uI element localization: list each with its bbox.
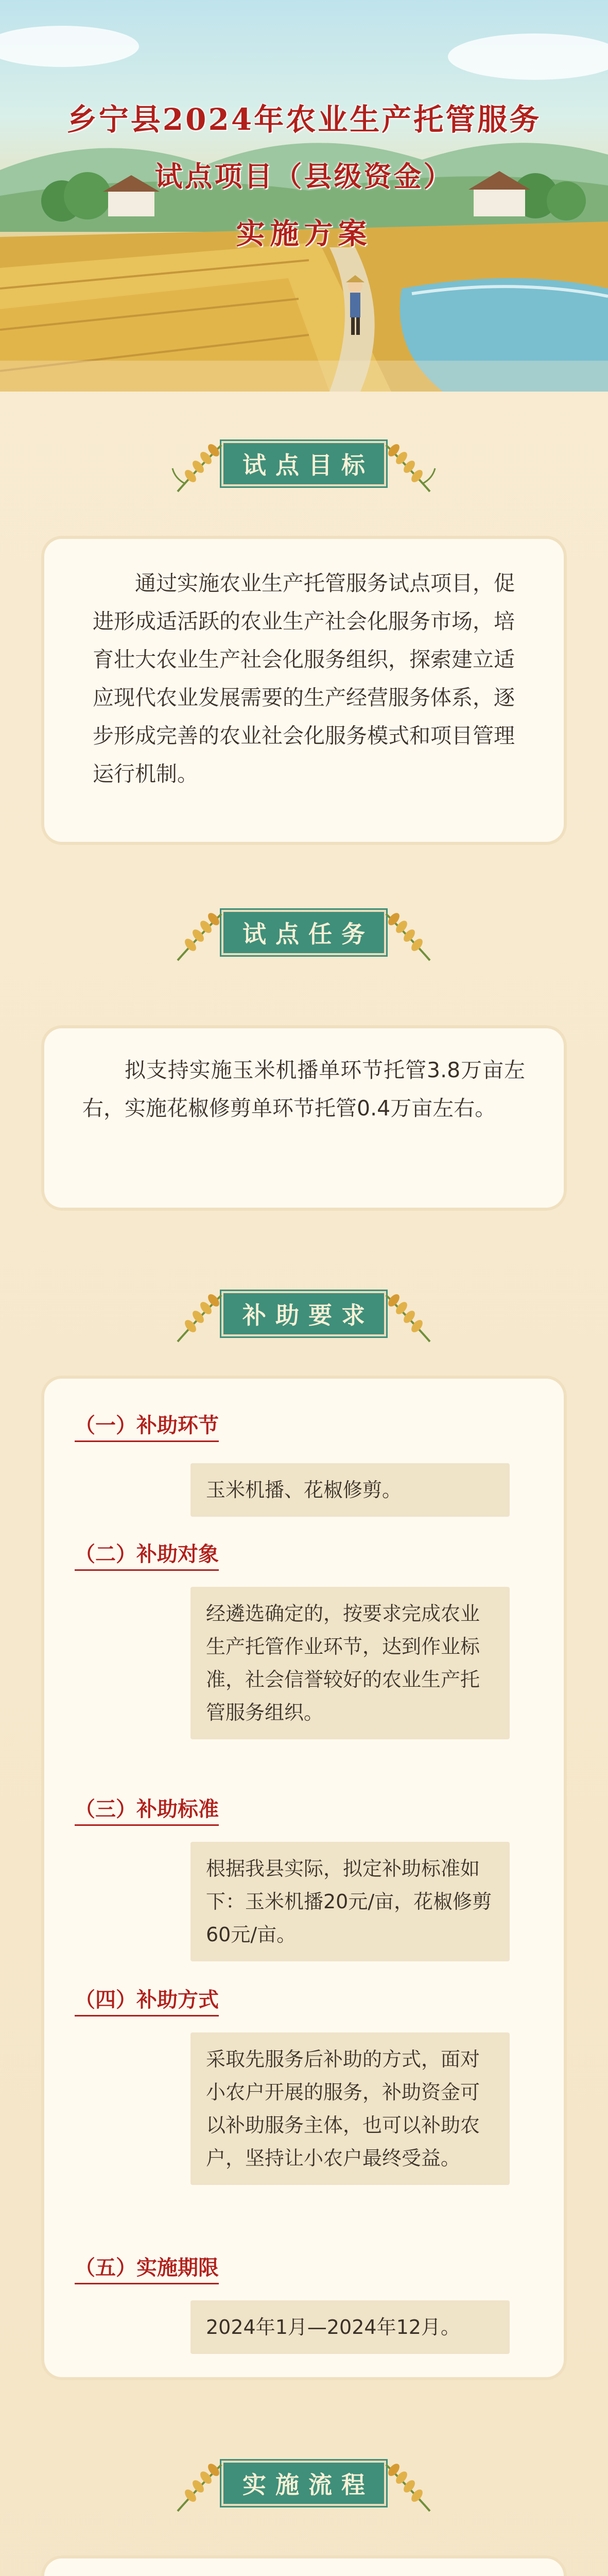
section-title-goal: 试点目标 [221, 441, 386, 486]
goal-text: 通过实施农业生产托管服务试点项目，促进形成适活跃的农业生产社会化服务市场，培育壮大农业生产社会化服务组织，探索建立适应现代农业发展需要的生产经营服务体系，逐步形成完善的农业社会化服务模式和项目管理运行机制。 [93, 571, 515, 786]
wheat-icon [381, 2454, 438, 2516]
process-card [41, 2555, 567, 2576]
wheat-icon [381, 1285, 438, 1347]
wheat-icon [170, 904, 227, 965]
hero-title-line3: 实施方案 [236, 217, 372, 251]
hero-title-line1: 乡宁县2024年农业生产托管服务 [66, 102, 542, 137]
subsidy-item-label: （二）补助对象 [75, 1538, 219, 1571]
section-heading-task [170, 902, 438, 963]
section-heading-subsidy [170, 1283, 438, 1345]
task-card [41, 1025, 567, 1211]
section-title-subsidy: 补助要求 [221, 1291, 386, 1336]
subsidy-item-label: （一）补助环节 [75, 1409, 219, 1442]
hero-title-line2: 试点项目（县级资金） [154, 160, 454, 193]
subsidy-item-text: 采取先服务后补助的方式，面对小农户开展的服务，补助资金可以补助服务主体，也可以补助农户，坚持让小农户最终受益。 [190, 2032, 510, 2185]
subsidy-item-text: 2024年1月—2024年12月。 [190, 2300, 510, 2354]
goal-card [41, 536, 567, 845]
section-title-task: 试点任务 [221, 910, 386, 955]
section-heading-goal [170, 433, 438, 495]
section-title-process: 实施流程 [221, 2461, 386, 2506]
wheat-icon [381, 435, 438, 497]
subsidy-item-label: （四）补助方式 [75, 1984, 219, 2016]
farm-landscape-illustration [0, 0, 608, 392]
subsidy-item-text: 经遴选确定的，按要求完成农业生产托管作业环节，达到作业标准，社会信誉较好的农业生产托管服务组织。 [190, 1587, 510, 1739]
wheat-icon [170, 435, 227, 497]
subsidy-item-label: （五）实施期限 [75, 2251, 219, 2284]
wheat-icon [170, 1285, 227, 1347]
task-text: 拟支持实施玉米机播单环节托管3.8万亩左右，实施花椒修剪单环节托管0.4万亩左右。 [82, 1058, 525, 1121]
subsidy-item-text: 玉米机播、花椒修剪。 [190, 1463, 510, 1517]
section-heading-process [170, 2452, 438, 2514]
subsidy-item-label: （三）补助标准 [75, 1793, 219, 1826]
subsidy-item-text: 根据我县实际，拟定补助标准如下：玉米机播20元/亩，花椒修剪60元/亩。 [190, 1842, 510, 1961]
wheat-icon [381, 904, 438, 965]
wheat-icon [170, 2454, 227, 2516]
hero-banner [0, 0, 608, 392]
